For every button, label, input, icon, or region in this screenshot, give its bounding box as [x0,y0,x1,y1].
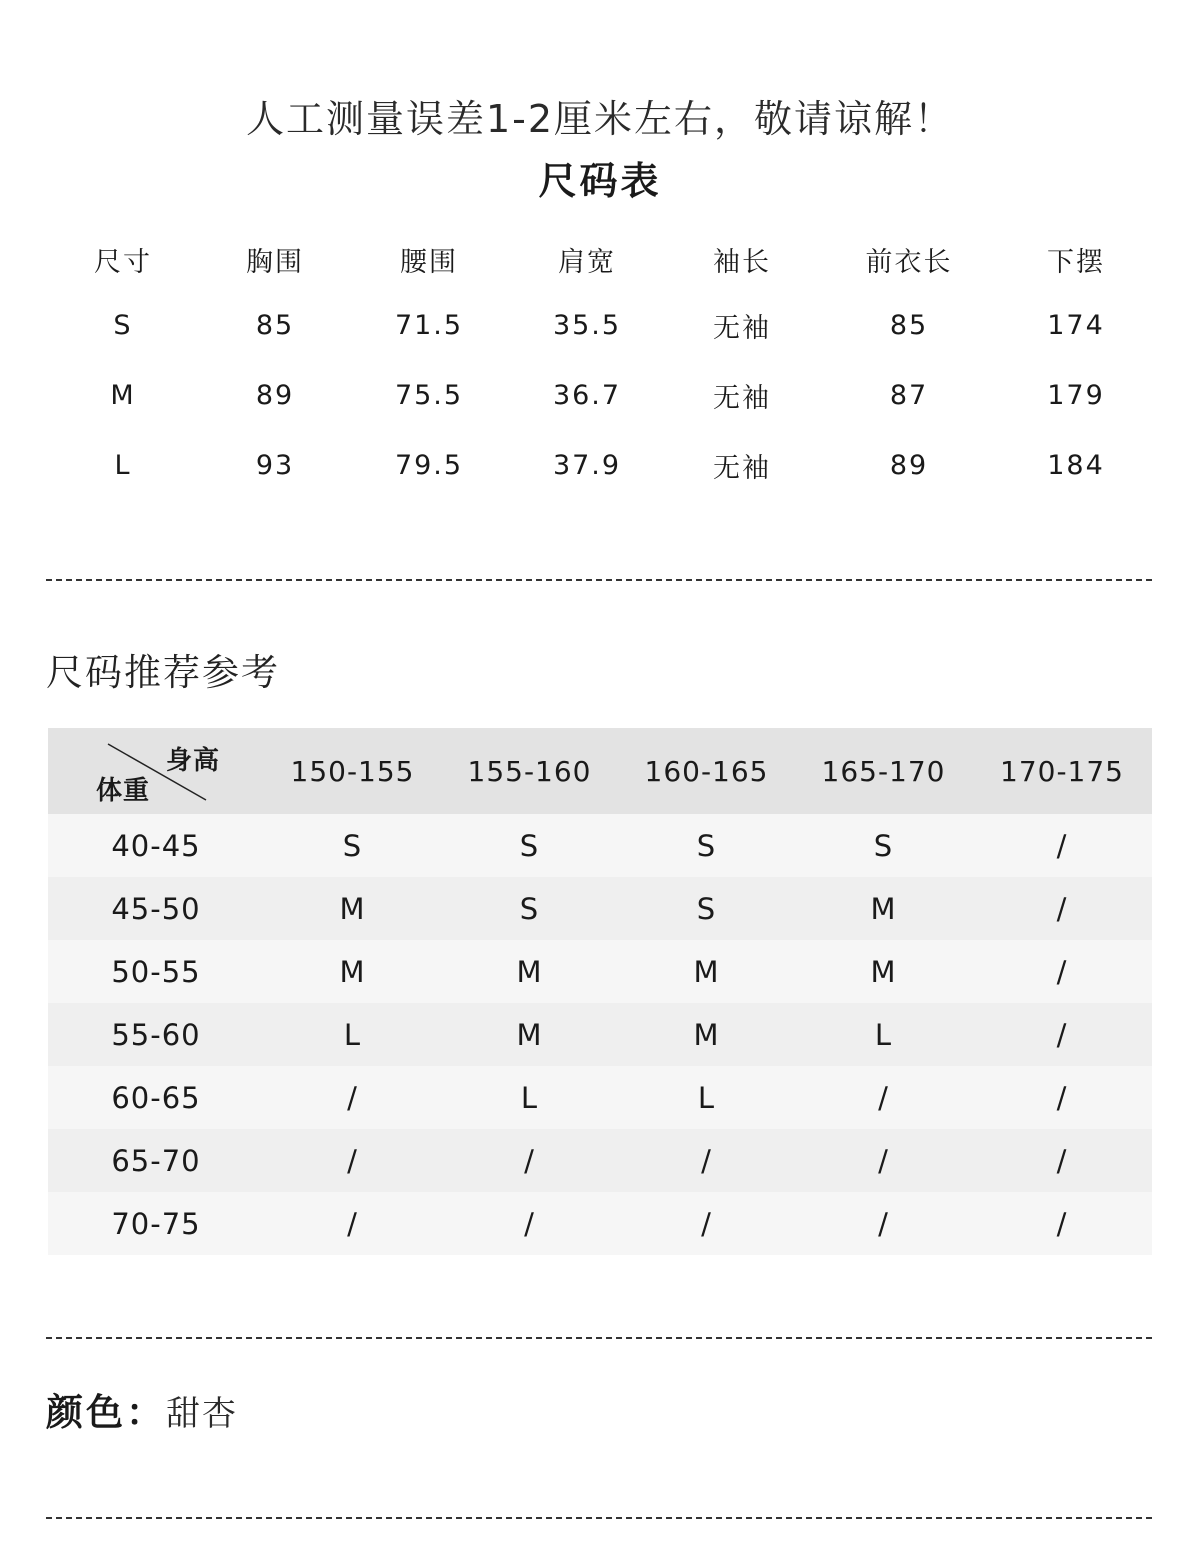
waist-cell: 71.5 [394,309,464,341]
recommended-size-cell: M [516,1017,543,1052]
height-range-header: 155-160 [467,754,592,788]
corner-header-cell [48,728,264,814]
recommended-size-cell: M [693,954,720,989]
weight-range-cell: 70-75 [111,1206,201,1241]
height-range-header: 150-155 [290,754,415,788]
dashed-divider [46,1517,1152,1519]
recommendation-header-row [48,728,1152,814]
recommended-size-cell: / [878,1080,889,1115]
recommendation-row [48,814,1152,877]
recommended-size-cell: M [693,1017,720,1052]
header-sleeve: 袖长 [713,246,771,278]
recommendation-row [48,1192,1152,1255]
hem-cell: 179 [1047,379,1105,411]
recommendation-row [48,1066,1152,1129]
recommended-size-cell: / [524,1143,535,1178]
recommended-size-cell: S [696,828,717,863]
weight-range-cell: 65-70 [111,1143,201,1178]
recommended-size-cell: / [1056,1143,1068,1178]
front-length-cell: 87 [889,379,929,411]
recommended-size-cell: / [1056,1017,1068,1052]
header-chest: 胸围 [246,246,304,278]
recommended-size-cell: / [1056,828,1068,863]
size-cell: L [114,449,132,481]
dashed-divider [46,1337,1152,1339]
weight-range-cell: 50-55 [111,954,201,989]
weight-range-cell: 55-60 [111,1017,201,1052]
weight-range-cell: 60-65 [111,1080,201,1115]
recommended-size-cell: / [347,1206,358,1241]
weight-range-cell: 40-45 [111,828,201,863]
recommended-size-cell: M [516,954,543,989]
size-chart-header-row [46,228,1152,290]
size-row [46,290,1152,360]
recommended-size-cell: / [1056,1080,1068,1115]
recommendation-row [48,1003,1152,1066]
recommended-size-cell: / [701,1206,712,1241]
recommended-size-cell: / [1056,1206,1068,1241]
recommended-size-cell: L [874,1017,893,1052]
header-waist: 腰围 [400,246,458,278]
diagonal-line [48,728,264,814]
size-row [46,430,1152,500]
color-value: 甜杏 [166,1394,238,1434]
shoulder-cell: 35.5 [552,309,622,341]
recommended-size-cell: S [519,891,540,926]
sleeve-cell: 无袖 [713,312,771,344]
recommended-size-cell: / [1056,891,1068,926]
size-cell: M [110,379,136,411]
recommended-size-cell: M [870,954,897,989]
measurement-note: 人工测量误差1-2厘米左右，敬请谅解！ [245,97,955,141]
recommended-size-cell: / [878,1143,889,1178]
front-length-cell: 89 [889,449,929,481]
recommendation-title: 尺码推荐参考 [46,651,280,694]
recommendation-row [48,877,1152,940]
recommended-size-cell: L [343,1017,362,1052]
height-range-header: 165-170 [821,754,946,788]
height-range-header: 160-165 [644,754,769,788]
dashed-divider [46,579,1152,581]
recommended-size-cell: M [339,891,366,926]
weight-range-cell: 45-50 [111,891,201,926]
sleeve-cell: 无袖 [713,452,771,484]
recommended-size-cell: / [878,1206,889,1241]
header-front-length: 前衣长 [865,246,953,278]
recommended-size-cell: S [873,828,894,863]
recommended-size-cell: M [339,954,366,989]
waist-cell: 75.5 [394,379,464,411]
size-chart-title: 尺码表 [538,159,662,203]
recommended-size-cell: L [697,1080,716,1115]
recommended-size-cell: M [870,891,897,926]
shoulder-cell: 37.9 [552,449,622,481]
front-length-cell: 85 [889,309,929,341]
recommended-size-cell: S [519,828,540,863]
recommended-size-cell: / [524,1206,535,1241]
recommended-size-cell: / [347,1080,358,1115]
size-chart-table [46,228,1152,500]
height-axis-label: 身高 [166,746,221,776]
recommendation-row [48,1129,1152,1192]
header-size: 尺寸 [94,246,152,278]
waist-cell: 79.5 [394,449,464,481]
color-info [46,1382,238,1436]
recommendation-row [48,940,1152,1003]
chest-cell: 85 [255,309,295,341]
hem-cell: 174 [1047,309,1105,341]
color-label: 颜色： [46,1391,166,1434]
weight-axis-label: 体重 [96,776,151,806]
chest-cell: 89 [255,379,295,411]
recommended-size-cell: S [342,828,363,863]
sleeve-cell: 无袖 [713,382,771,414]
recommended-size-cell: S [696,891,717,926]
chest-cell: 93 [255,449,295,481]
size-cell: S [113,309,133,341]
recommended-size-cell: / [1056,954,1068,989]
size-row [46,360,1152,430]
recommended-size-cell: / [347,1143,358,1178]
shoulder-cell: 36.7 [552,379,622,411]
hem-cell: 184 [1047,449,1105,481]
recommended-size-cell: L [520,1080,539,1115]
height-range-header: 170-175 [1000,754,1124,788]
header-shoulder: 肩宽 [558,246,616,278]
recommended-size-cell: / [701,1143,712,1178]
recommendation-table [48,728,1152,1255]
header-hem: 下摆 [1047,246,1105,278]
